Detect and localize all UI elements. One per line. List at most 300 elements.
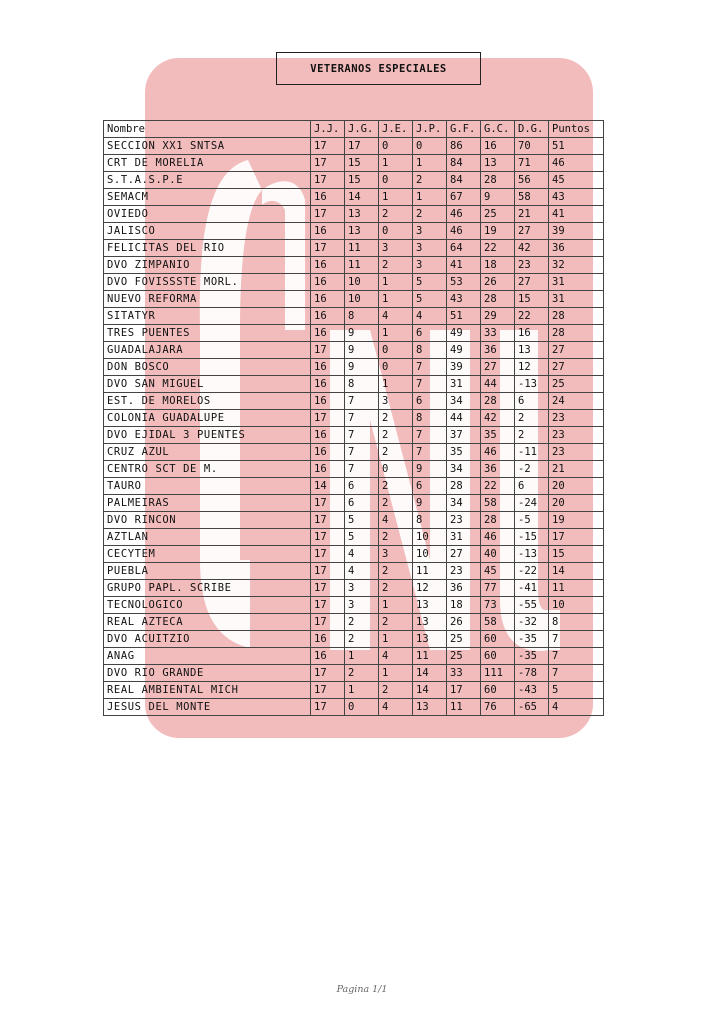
games-won-cell: 2 bbox=[345, 614, 379, 631]
team-name-cell: DVO RIO GRANDE bbox=[104, 665, 311, 682]
games-drawn-cell: 2 bbox=[379, 614, 413, 631]
table-row bbox=[104, 597, 604, 614]
goals-against-cell: 58 bbox=[481, 614, 515, 631]
points-cell: 7 bbox=[549, 631, 604, 648]
games-lost-cell: 8 bbox=[413, 512, 447, 529]
goals-for-cell: 31 bbox=[447, 529, 481, 546]
goal-difference-cell: 21 bbox=[515, 206, 549, 223]
games-lost-cell: 0 bbox=[413, 138, 447, 155]
team-name-cell: NUEVO REFORMA bbox=[104, 291, 311, 308]
points-cell: 46 bbox=[549, 155, 604, 172]
points-cell: 28 bbox=[549, 325, 604, 342]
points-cell: 5 bbox=[549, 682, 604, 699]
games-won-cell: 5 bbox=[345, 512, 379, 529]
goals-for-cell: 46 bbox=[447, 223, 481, 240]
team-name-cell: JALISCO bbox=[104, 223, 311, 240]
games-played-cell: 16 bbox=[311, 631, 345, 648]
team-name-cell: SITATYR bbox=[104, 308, 311, 325]
goals-for-cell: 37 bbox=[447, 427, 481, 444]
games-lost-cell: 9 bbox=[413, 495, 447, 512]
points-cell: 45 bbox=[549, 172, 604, 189]
goal-difference-cell: 70 bbox=[515, 138, 549, 155]
games-drawn-cell: 1 bbox=[379, 155, 413, 172]
team-name-cell: TRES PUENTES bbox=[104, 325, 311, 342]
goals-for-cell: 26 bbox=[447, 614, 481, 631]
games-drawn-cell: 4 bbox=[379, 699, 413, 716]
goal-difference-cell: -11 bbox=[515, 444, 549, 461]
column-header-gf: G.F. bbox=[447, 121, 481, 138]
games-played-cell: 17 bbox=[311, 240, 345, 257]
games-played-cell: 17 bbox=[311, 597, 345, 614]
team-name-cell: DON BOSCO bbox=[104, 359, 311, 376]
games-played-cell: 16 bbox=[311, 376, 345, 393]
points-cell: 24 bbox=[549, 393, 604, 410]
games-played-cell: 16 bbox=[311, 461, 345, 478]
games-played-cell: 17 bbox=[311, 512, 345, 529]
games-drawn-cell: 3 bbox=[379, 546, 413, 563]
games-lost-cell: 3 bbox=[413, 240, 447, 257]
games-won-cell: 7 bbox=[345, 461, 379, 478]
team-name-cell: REAL AMBIENTAL MICH bbox=[104, 682, 311, 699]
goals-against-cell: 28 bbox=[481, 512, 515, 529]
goals-against-cell: 60 bbox=[481, 682, 515, 699]
goal-difference-cell: 2 bbox=[515, 427, 549, 444]
games-won-cell: 6 bbox=[345, 495, 379, 512]
games-drawn-cell: 4 bbox=[379, 648, 413, 665]
goal-difference-cell: 23 bbox=[515, 257, 549, 274]
games-lost-cell: 12 bbox=[413, 580, 447, 597]
points-cell: 21 bbox=[549, 461, 604, 478]
points-cell: 20 bbox=[549, 478, 604, 495]
table-row bbox=[104, 665, 604, 682]
goal-difference-cell: 12 bbox=[515, 359, 549, 376]
games-drawn-cell: 2 bbox=[379, 257, 413, 274]
goals-against-cell: 29 bbox=[481, 308, 515, 325]
team-name-cell: CRUZ AZUL bbox=[104, 444, 311, 461]
column-header-jj: J.J. bbox=[311, 121, 345, 138]
goals-for-cell: 34 bbox=[447, 495, 481, 512]
points-cell: 41 bbox=[549, 206, 604, 223]
games-won-cell: 14 bbox=[345, 189, 379, 206]
table-row bbox=[104, 614, 604, 631]
goals-against-cell: 44 bbox=[481, 376, 515, 393]
games-played-cell: 17 bbox=[311, 495, 345, 512]
games-drawn-cell: 1 bbox=[379, 325, 413, 342]
table-row bbox=[104, 495, 604, 512]
table-row bbox=[104, 699, 604, 716]
table-row bbox=[104, 155, 604, 172]
games-drawn-cell: 0 bbox=[379, 342, 413, 359]
games-played-cell: 17 bbox=[311, 682, 345, 699]
games-played-cell: 16 bbox=[311, 444, 345, 461]
games-played-cell: 17 bbox=[311, 206, 345, 223]
team-name-cell: FELICITAS DEL RIO bbox=[104, 240, 311, 257]
goal-difference-cell: 71 bbox=[515, 155, 549, 172]
games-drawn-cell: 4 bbox=[379, 512, 413, 529]
goals-for-cell: 34 bbox=[447, 393, 481, 410]
games-drawn-cell: 1 bbox=[379, 189, 413, 206]
team-name-cell: PUEBLA bbox=[104, 563, 311, 580]
games-drawn-cell: 1 bbox=[379, 597, 413, 614]
games-lost-cell: 13 bbox=[413, 699, 447, 716]
goals-for-cell: 43 bbox=[447, 291, 481, 308]
games-drawn-cell: 2 bbox=[379, 529, 413, 546]
points-cell: 14 bbox=[549, 563, 604, 580]
table-row bbox=[104, 172, 604, 189]
games-drawn-cell: 1 bbox=[379, 291, 413, 308]
column-header-puntos: Puntos bbox=[549, 121, 604, 138]
goals-for-cell: 25 bbox=[447, 631, 481, 648]
team-name-cell: DVO FOVISSSTE MORL. bbox=[104, 274, 311, 291]
goals-against-cell: 19 bbox=[481, 223, 515, 240]
table-row bbox=[104, 223, 604, 240]
goals-for-cell: 33 bbox=[447, 665, 481, 682]
games-won-cell: 7 bbox=[345, 427, 379, 444]
goals-against-cell: 18 bbox=[481, 257, 515, 274]
goals-for-cell: 17 bbox=[447, 682, 481, 699]
goal-difference-cell: -13 bbox=[515, 376, 549, 393]
table-row bbox=[104, 580, 604, 597]
team-name-cell: EST. DE MORELOS bbox=[104, 393, 311, 410]
goals-for-cell: 86 bbox=[447, 138, 481, 155]
points-cell: 23 bbox=[549, 427, 604, 444]
goal-difference-cell: 58 bbox=[515, 189, 549, 206]
games-won-cell: 7 bbox=[345, 444, 379, 461]
games-drawn-cell: 2 bbox=[379, 495, 413, 512]
points-cell: 17 bbox=[549, 529, 604, 546]
table-row bbox=[104, 410, 604, 427]
team-name-cell: AZTLAN bbox=[104, 529, 311, 546]
goal-difference-cell: -32 bbox=[515, 614, 549, 631]
games-played-cell: 16 bbox=[311, 427, 345, 444]
games-lost-cell: 10 bbox=[413, 529, 447, 546]
games-lost-cell: 2 bbox=[413, 206, 447, 223]
team-name-cell: CENTRO SCT DE M. bbox=[104, 461, 311, 478]
goals-against-cell: 28 bbox=[481, 291, 515, 308]
games-won-cell: 11 bbox=[345, 240, 379, 257]
goals-against-cell: 60 bbox=[481, 631, 515, 648]
goals-for-cell: 27 bbox=[447, 546, 481, 563]
table-row bbox=[104, 563, 604, 580]
team-name-cell: DVO RINCON bbox=[104, 512, 311, 529]
games-won-cell: 7 bbox=[345, 410, 379, 427]
games-won-cell: 2 bbox=[345, 665, 379, 682]
games-lost-cell: 1 bbox=[413, 189, 447, 206]
games-lost-cell: 6 bbox=[413, 325, 447, 342]
goal-difference-cell: -5 bbox=[515, 512, 549, 529]
table-row bbox=[104, 359, 604, 376]
goals-for-cell: 41 bbox=[447, 257, 481, 274]
games-lost-cell: 14 bbox=[413, 665, 447, 682]
team-name-cell: TECNOLOGICO bbox=[104, 597, 311, 614]
points-cell: 27 bbox=[549, 359, 604, 376]
goals-against-cell: 9 bbox=[481, 189, 515, 206]
team-name-cell: SECCION XX1 SNTSA bbox=[104, 138, 311, 155]
games-drawn-cell: 3 bbox=[379, 393, 413, 410]
points-cell: 27 bbox=[549, 342, 604, 359]
games-drawn-cell: 0 bbox=[379, 461, 413, 478]
goals-for-cell: 49 bbox=[447, 342, 481, 359]
points-cell: 28 bbox=[549, 308, 604, 325]
team-name-cell: DVO ACUITZIO bbox=[104, 631, 311, 648]
games-won-cell: 11 bbox=[345, 257, 379, 274]
games-played-cell: 17 bbox=[311, 665, 345, 682]
team-name-cell: DVO ZIMPANIO bbox=[104, 257, 311, 274]
goals-against-cell: 60 bbox=[481, 648, 515, 665]
points-cell: 15 bbox=[549, 546, 604, 563]
goals-against-cell: 22 bbox=[481, 240, 515, 257]
games-lost-cell: 5 bbox=[413, 274, 447, 291]
team-name-cell: DVO SAN MIGUEL bbox=[104, 376, 311, 393]
column-header-jg: J.G. bbox=[345, 121, 379, 138]
table-row bbox=[104, 189, 604, 206]
games-lost-cell: 6 bbox=[413, 478, 447, 495]
goals-for-cell: 35 bbox=[447, 444, 481, 461]
goals-for-cell: 53 bbox=[447, 274, 481, 291]
games-won-cell: 13 bbox=[345, 206, 379, 223]
table-row bbox=[104, 631, 604, 648]
table-row bbox=[104, 529, 604, 546]
games-played-cell: 17 bbox=[311, 546, 345, 563]
games-played-cell: 17 bbox=[311, 563, 345, 580]
goals-for-cell: 28 bbox=[447, 478, 481, 495]
goals-for-cell: 51 bbox=[447, 308, 481, 325]
games-won-cell: 10 bbox=[345, 291, 379, 308]
goal-difference-cell: -2 bbox=[515, 461, 549, 478]
page-footer: Pagina 1/1 bbox=[336, 984, 388, 995]
goal-difference-cell: 22 bbox=[515, 308, 549, 325]
games-drawn-cell: 1 bbox=[379, 631, 413, 648]
standings-table bbox=[103, 120, 604, 716]
games-lost-cell: 6 bbox=[413, 393, 447, 410]
team-name-cell: PALMEIRAS bbox=[104, 495, 311, 512]
goals-against-cell: 46 bbox=[481, 444, 515, 461]
points-cell: 23 bbox=[549, 410, 604, 427]
table-row bbox=[104, 206, 604, 223]
games-drawn-cell: 0 bbox=[379, 223, 413, 240]
games-played-cell: 17 bbox=[311, 342, 345, 359]
goal-difference-cell: 6 bbox=[515, 393, 549, 410]
games-lost-cell: 9 bbox=[413, 461, 447, 478]
column-header-name: Nombre bbox=[104, 121, 311, 138]
games-lost-cell: 10 bbox=[413, 546, 447, 563]
games-won-cell: 2 bbox=[345, 631, 379, 648]
games-drawn-cell: 1 bbox=[379, 665, 413, 682]
games-won-cell: 6 bbox=[345, 478, 379, 495]
points-cell: 51 bbox=[549, 138, 604, 155]
goal-difference-cell: -35 bbox=[515, 648, 549, 665]
games-drawn-cell: 2 bbox=[379, 410, 413, 427]
goals-against-cell: 16 bbox=[481, 138, 515, 155]
goals-against-cell: 76 bbox=[481, 699, 515, 716]
goal-difference-cell: 2 bbox=[515, 410, 549, 427]
goal-difference-cell: 27 bbox=[515, 274, 549, 291]
column-header-je: J.E. bbox=[379, 121, 413, 138]
games-lost-cell: 8 bbox=[413, 342, 447, 359]
games-drawn-cell: 2 bbox=[379, 478, 413, 495]
games-played-cell: 17 bbox=[311, 529, 345, 546]
games-played-cell: 17 bbox=[311, 410, 345, 427]
games-lost-cell: 7 bbox=[413, 359, 447, 376]
table-row bbox=[104, 138, 604, 155]
games-played-cell: 17 bbox=[311, 155, 345, 172]
goals-against-cell: 77 bbox=[481, 580, 515, 597]
goals-against-cell: 36 bbox=[481, 342, 515, 359]
table-row bbox=[104, 240, 604, 257]
goals-against-cell: 26 bbox=[481, 274, 515, 291]
table-row bbox=[104, 682, 604, 699]
goals-against-cell: 27 bbox=[481, 359, 515, 376]
goal-difference-cell: -78 bbox=[515, 665, 549, 682]
games-played-cell: 17 bbox=[311, 614, 345, 631]
games-drawn-cell: 2 bbox=[379, 580, 413, 597]
goals-against-cell: 42 bbox=[481, 410, 515, 427]
goal-difference-cell: -15 bbox=[515, 529, 549, 546]
table-row bbox=[104, 376, 604, 393]
games-drawn-cell: 0 bbox=[379, 138, 413, 155]
goals-against-cell: 22 bbox=[481, 478, 515, 495]
points-cell: 25 bbox=[549, 376, 604, 393]
games-drawn-cell: 3 bbox=[379, 240, 413, 257]
games-won-cell: 0 bbox=[345, 699, 379, 716]
games-played-cell: 16 bbox=[311, 257, 345, 274]
goals-against-cell: 111 bbox=[481, 665, 515, 682]
games-drawn-cell: 2 bbox=[379, 427, 413, 444]
goal-difference-cell: -43 bbox=[515, 682, 549, 699]
goals-for-cell: 11 bbox=[447, 699, 481, 716]
points-cell: 43 bbox=[549, 189, 604, 206]
games-lost-cell: 8 bbox=[413, 410, 447, 427]
table-row bbox=[104, 444, 604, 461]
table-row bbox=[104, 461, 604, 478]
goals-for-cell: 67 bbox=[447, 189, 481, 206]
points-cell: 32 bbox=[549, 257, 604, 274]
goal-difference-cell: 6 bbox=[515, 478, 549, 495]
goal-difference-cell: -65 bbox=[515, 699, 549, 716]
games-won-cell: 5 bbox=[345, 529, 379, 546]
points-cell: 20 bbox=[549, 495, 604, 512]
games-drawn-cell: 2 bbox=[379, 444, 413, 461]
games-lost-cell: 11 bbox=[413, 563, 447, 580]
games-played-cell: 16 bbox=[311, 223, 345, 240]
games-lost-cell: 7 bbox=[413, 427, 447, 444]
goals-against-cell: 45 bbox=[481, 563, 515, 580]
games-played-cell: 16 bbox=[311, 325, 345, 342]
games-played-cell: 16 bbox=[311, 393, 345, 410]
games-played-cell: 17 bbox=[311, 699, 345, 716]
goal-difference-cell: -41 bbox=[515, 580, 549, 597]
points-cell: 10 bbox=[549, 597, 604, 614]
games-lost-cell: 7 bbox=[413, 376, 447, 393]
goals-for-cell: 84 bbox=[447, 172, 481, 189]
goals-against-cell: 58 bbox=[481, 495, 515, 512]
table-row bbox=[104, 427, 604, 444]
games-drawn-cell: 1 bbox=[379, 376, 413, 393]
goals-against-cell: 73 bbox=[481, 597, 515, 614]
games-drawn-cell: 2 bbox=[379, 682, 413, 699]
games-won-cell: 9 bbox=[345, 342, 379, 359]
table-row bbox=[104, 546, 604, 563]
games-played-cell: 16 bbox=[311, 308, 345, 325]
table-row bbox=[104, 274, 604, 291]
team-name-cell: OVIEDO bbox=[104, 206, 311, 223]
team-name-cell: TAURO bbox=[104, 478, 311, 495]
goals-against-cell: 35 bbox=[481, 427, 515, 444]
table-row bbox=[104, 257, 604, 274]
games-won-cell: 8 bbox=[345, 376, 379, 393]
table-row bbox=[104, 325, 604, 342]
games-lost-cell: 13 bbox=[413, 614, 447, 631]
goals-against-cell: 36 bbox=[481, 461, 515, 478]
games-won-cell: 13 bbox=[345, 223, 379, 240]
team-name-cell: DVO EJIDAL 3 PUENTES bbox=[104, 427, 311, 444]
table-row bbox=[104, 291, 604, 308]
games-played-cell: 16 bbox=[311, 648, 345, 665]
column-header-jp: J.P. bbox=[413, 121, 447, 138]
table-row bbox=[104, 478, 604, 495]
games-drawn-cell: 0 bbox=[379, 359, 413, 376]
goal-difference-cell: 56 bbox=[515, 172, 549, 189]
goals-against-cell: 33 bbox=[481, 325, 515, 342]
goal-difference-cell: -22 bbox=[515, 563, 549, 580]
goals-against-cell: 28 bbox=[481, 172, 515, 189]
table-row bbox=[104, 308, 604, 325]
points-cell: 7 bbox=[549, 665, 604, 682]
games-won-cell: 4 bbox=[345, 563, 379, 580]
games-won-cell: 1 bbox=[345, 648, 379, 665]
goals-against-cell: 25 bbox=[481, 206, 515, 223]
goals-against-cell: 46 bbox=[481, 529, 515, 546]
table-row bbox=[104, 512, 604, 529]
table-row bbox=[104, 648, 604, 665]
table-row bbox=[104, 342, 604, 359]
goal-difference-cell: 13 bbox=[515, 342, 549, 359]
points-cell: 11 bbox=[549, 580, 604, 597]
games-played-cell: 17 bbox=[311, 580, 345, 597]
column-header-gc: G.C. bbox=[481, 121, 515, 138]
goals-for-cell: 34 bbox=[447, 461, 481, 478]
games-played-cell: 17 bbox=[311, 138, 345, 155]
team-name-cell: ANAG bbox=[104, 648, 311, 665]
points-cell: 31 bbox=[549, 291, 604, 308]
team-name-cell: GRUPO PAPL. SCRIBE bbox=[104, 580, 311, 597]
games-lost-cell: 5 bbox=[413, 291, 447, 308]
games-won-cell: 15 bbox=[345, 155, 379, 172]
games-played-cell: 16 bbox=[311, 359, 345, 376]
points-cell: 7 bbox=[549, 648, 604, 665]
games-lost-cell: 14 bbox=[413, 682, 447, 699]
goals-for-cell: 39 bbox=[447, 359, 481, 376]
team-name-cell: JESUS DEL MONTE bbox=[104, 699, 311, 716]
games-drawn-cell: 2 bbox=[379, 563, 413, 580]
games-lost-cell: 3 bbox=[413, 223, 447, 240]
games-won-cell: 9 bbox=[345, 325, 379, 342]
games-lost-cell: 13 bbox=[413, 631, 447, 648]
goal-difference-cell: 27 bbox=[515, 223, 549, 240]
games-played-cell: 16 bbox=[311, 274, 345, 291]
games-lost-cell: 13 bbox=[413, 597, 447, 614]
team-name-cell: CRT DE MORELIA bbox=[104, 155, 311, 172]
games-won-cell: 3 bbox=[345, 597, 379, 614]
goals-for-cell: 23 bbox=[447, 512, 481, 529]
games-drawn-cell: 2 bbox=[379, 206, 413, 223]
goal-difference-cell: -24 bbox=[515, 495, 549, 512]
games-lost-cell: 11 bbox=[413, 648, 447, 665]
goal-difference-cell: 15 bbox=[515, 291, 549, 308]
team-name-cell: COLONIA GUADALUPE bbox=[104, 410, 311, 427]
points-cell: 4 bbox=[549, 699, 604, 716]
games-played-cell: 17 bbox=[311, 172, 345, 189]
